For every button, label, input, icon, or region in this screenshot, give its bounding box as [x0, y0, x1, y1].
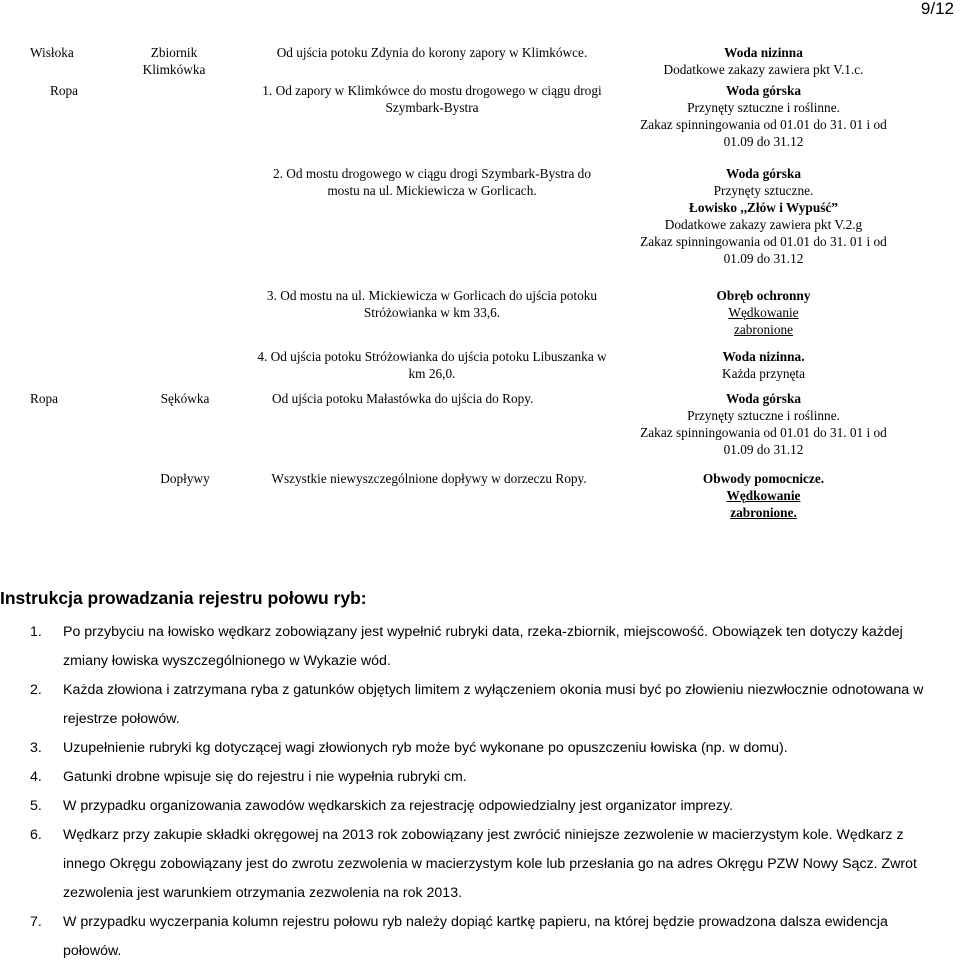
- water-cell: Zbiornik Klimkówka: [142, 45, 206, 77]
- list-item: [30, 763, 948, 792]
- rule-water-type: Woda górska: [726, 166, 801, 181]
- rules-cell: [600, 390, 927, 458]
- item-text: W przypadku organizowania zawodów wędkarskich za rejestrację odpowiedzialny jest organizator imprezy.: [63, 798, 734, 814]
- item-number: 3.: [30, 740, 42, 756]
- item-text: Po przybyciu na łowisko wędkarz zobowiązany jest wypełnić rubryki data, rzeka-zbiornik, miejscowość. Obowiązek ten dotyczy każdej zmiany łowiska wyszczególnionego w Wykazie wód.: [63, 624, 903, 669]
- water-cell: Sękówka: [160, 391, 210, 406]
- rule-fishing-banned: zabronione.: [730, 505, 797, 520]
- rule-protected-zone: Obręb ochronny: [716, 288, 811, 303]
- river-cell: Wisłoka: [30, 45, 74, 60]
- item-text: Każda złowiona i zatrzymana ryba z gatunków objętych limitem z wyłączeniem okonia musi być po złowieniu niezwłocznie odnotowana w rejestrze połowów.: [63, 682, 924, 727]
- rules-cell: [600, 470, 927, 521]
- rule-line: Zakaz spinningowania od 01.01 do 31. 01 i od: [640, 425, 887, 440]
- rule-line: Dodatkowe zakazy zawiera pkt V.2.g: [664, 217, 863, 232]
- rule-line: Przynęty sztuczne i roślinne.: [687, 100, 840, 115]
- section-cell: Wszystkie niewyszczególnione dopływy w dorzeczu Ropy.: [271, 471, 587, 486]
- rule-water-type: Woda nizinna: [724, 45, 803, 60]
- rule-water-type: Woda nizinna.: [722, 349, 805, 364]
- section-cell: 1. Od zapory w Klimkówce do mostu drogowego w ciągu drogi Szymbark-Bystra: [262, 83, 602, 115]
- list-item: [30, 908, 948, 966]
- rule-fishing-banned: Wędkowanie: [728, 305, 799, 320]
- item-number: 5.: [30, 798, 42, 814]
- rule-auxiliary-area: Obwody pomocnicze.: [702, 471, 825, 486]
- water-cell: Dopływy: [160, 471, 210, 486]
- rules-cell: [600, 44, 927, 78]
- item-number: 4.: [30, 769, 42, 785]
- item-text: Gatunki drobne wpisuje się do rejestru i nie wypełnia rubryki cm.: [63, 769, 467, 785]
- item-text: Wędkarz przy zakupie składki okręgowej na 2013 rok zobowiązany jest zwrócić niniejsze zezwolenie w macierzystym kole. Wędkarz z innego Okręgu zobowiązany jest do zwrotu zezwolenia w macierzystym kole lub przesłania go na adres Okręgu PZW Nowy Sącz. Zwrot zezwolenia jest warunkiem otrzymania zezwolenia na rok 2013.: [63, 827, 917, 901]
- list-item: [30, 676, 948, 734]
- rule-line: 01.09 do 31.12: [723, 442, 804, 457]
- section-cell: 2. Od mostu drogowego w ciągu drogi Szymbark-Bystra do mostu na ul. Mickiewicza w Gorlicach.: [273, 166, 591, 198]
- rule-fishing-banned: Wędkowanie: [726, 488, 801, 503]
- list-item: [30, 734, 948, 763]
- list-item: [30, 618, 948, 676]
- rule-line: Każda przynęta: [721, 366, 806, 381]
- item-text: Uzupełnienie rubryki kg dotyczącej wagi złowionych ryb może być wykonane po opuszczeniu łowiska (np. w domu).: [63, 740, 788, 756]
- section-cell: 3. Od mostu na ul. Mickiewicza w Gorlicach do ujścia potoku Stróżowianka w km 33,6.: [266, 288, 598, 320]
- rule-water-type: Woda górska: [726, 83, 801, 98]
- item-number: 7.: [30, 914, 42, 930]
- item-number: 2.: [30, 682, 42, 698]
- rule-line: 01.09 do 31.12: [723, 134, 804, 149]
- rule-water-type: Woda górska: [726, 391, 801, 406]
- rule-fishery-name: Łowisko ,,Złów i Wypuść”: [689, 200, 838, 215]
- item-number: 6.: [30, 827, 42, 843]
- instructions-list: [30, 618, 948, 966]
- rule-line: Zakaz spinningowania od 01.01 do 31. 01 i od: [640, 117, 887, 132]
- rule-line: Zakaz spinningowania od 01.01 do 31. 01 i od: [640, 234, 887, 249]
- rules-cell: [600, 82, 927, 150]
- rule-line: Przynęty sztuczne.: [713, 183, 814, 198]
- rule-fishing-banned: zabronione: [733, 322, 794, 337]
- section-cell: Od ujścia potoku Zdynia do korony zapory w Klimkówce.: [276, 45, 588, 60]
- rules-cell: [600, 165, 927, 267]
- instructions-heading: Instrukcja prowadzania rejestru połowu ryb:: [0, 588, 367, 608]
- section-cell: 4. Od ujścia potoku Stróżowianka do ujścia potoku Libuszanka w km 26,0.: [257, 349, 607, 381]
- rules-cell: [600, 287, 927, 338]
- item-number: 1.: [30, 624, 42, 640]
- rules-cell: [600, 348, 927, 382]
- river-cell: Ropa: [49, 83, 79, 98]
- list-item: [30, 792, 948, 821]
- rule-line: 01.09 do 31.12: [723, 251, 804, 266]
- rule-line: Dodatkowe zakazy zawiera pkt V.1.c.: [663, 62, 864, 77]
- river-cell: Ropa: [30, 391, 59, 406]
- item-text: W przypadku wyczerpania kolumn rejestru połowu ryb należy dopiąć kartkę papieru, na której będzie prowadzona dalsza ewidencja połowów.: [63, 914, 888, 959]
- section-cell: Od ujścia potoku Małastówka do ujścia do Ropy.: [272, 391, 534, 406]
- page-number: 9/12: [920, 0, 954, 18]
- list-item: [30, 821, 948, 908]
- rule-line: Przynęty sztuczne i roślinne.: [687, 408, 840, 423]
